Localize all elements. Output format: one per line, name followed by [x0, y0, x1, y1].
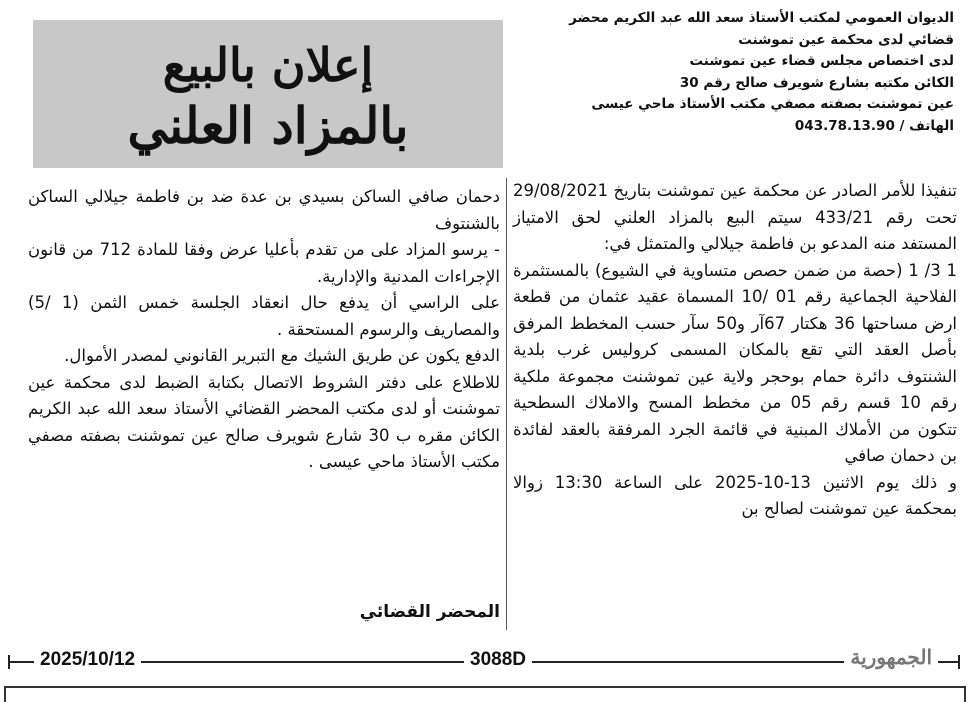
header-line: عين تموشنت بصفته مصفي مكتب الأستاذ ماحي عيسى [591, 96, 954, 112]
left-column-text [28, 184, 500, 476]
paragraph: 1 3/ 1 (حصة من ضمن حصص متساوية في الشيوع) بالمستثمرة الفلاحية الجماعية رقم 01 /10 المسماة عقيد عثمان من قطعة ارض مساحتها 36 هكتار 67آر و50 سآر حسب المخطط المرفق بأصل العقد التي تقع بالمكان المسمى كروليس غرب بلدية الشنتوف دائرة حمام بوحجر ولاية عين تموشنت مجموعة ملكية رقم 10 قسم رقم 05 من مخطط المسح والاملاك السطحية تتكون من الأملاك المبنية في قائمة الجرد المرفقة بالعقد لفائدة بن دحمان صافي [513, 260, 958, 465]
announcement-title-line2: بالمزاد العلني [127, 96, 409, 155]
header-line: قضائي لدى محكمة عين تموشنت [738, 31, 954, 48]
column-divider [506, 178, 507, 630]
paragraph: على الراسي أن يدفع حال انعقاد الجلسة خمس الثمن (1 /5) والمصاريف والرسوم المستحقة . [28, 293, 500, 339]
paragraph: و ذلك يوم الاثنين 13-10-2025 على الساعة 13:30 زوالا بمحكمة عين تموشنت لصالح بن [513, 472, 957, 518]
bailiff-header [534, 8, 954, 137]
right-column-text [513, 178, 957, 523]
header-line: الكائن مكتبه بشارع شويرف صالح رقم 30 [679, 74, 954, 91]
paragraph: - يرسو المزاد على من تقدم بأعليا عرض وفقا للمادة 712 من قانون الإجراءات المدنية والإدارية. [28, 240, 500, 286]
paragraph: للاطلاع على دفتر الشروط الاتصال بكتابة الضبط لدى محكمة عين تموشنت أو لدى مكتب المحضر القضائي الأستاذ سعد الله عبد الكريم الكائن مقره ب 30 شارع شويرف صالح عين تموشنت بصفته مصفي مكتب الأستاذ ماحي عيسى . [28, 372, 500, 471]
paragraph: دحمان صافي الساكن بسيدي بن عدة ضد بن فاطمة جيلالي الساكن بالشنتوف [28, 187, 500, 233]
header-line: الهاتف / 043.78.13.90 [794, 117, 954, 134]
header-line: لدى اختصاص مجلس قضاء عين تموشنت [689, 53, 954, 69]
page-footer [8, 645, 960, 679]
announcement-title-line1: إعلان بالبيع [162, 38, 374, 92]
issue-date: 2025/10/12 [34, 649, 141, 671]
paragraph: الدفع يكون عن طريق الشيك مع التبرير القانوني لمصدر الأموال. [64, 346, 500, 365]
announcement-title-box [33, 20, 503, 168]
header-line: الديوان العمومي لمكتب الأستاذ سعد الله عبد الكريم محضر [569, 10, 954, 26]
footer-tick [8, 655, 10, 669]
paragraph: تنفيذا للأمر الصادر عن محكمة عين تموشنت بتاريخ 29/08/2021 تحت رقم 433/21 سيتم البيع بالمزاد العلني لحق الامتياز المستفد منه المدعو بن فاطمة جيلالي والمتمثل في: [513, 181, 957, 253]
signature: المحضر القضائي [359, 602, 500, 622]
newspaper-logo: الجمهورية [844, 645, 938, 669]
ad-code: 3088D [464, 649, 532, 671]
footer-tick [958, 655, 960, 669]
